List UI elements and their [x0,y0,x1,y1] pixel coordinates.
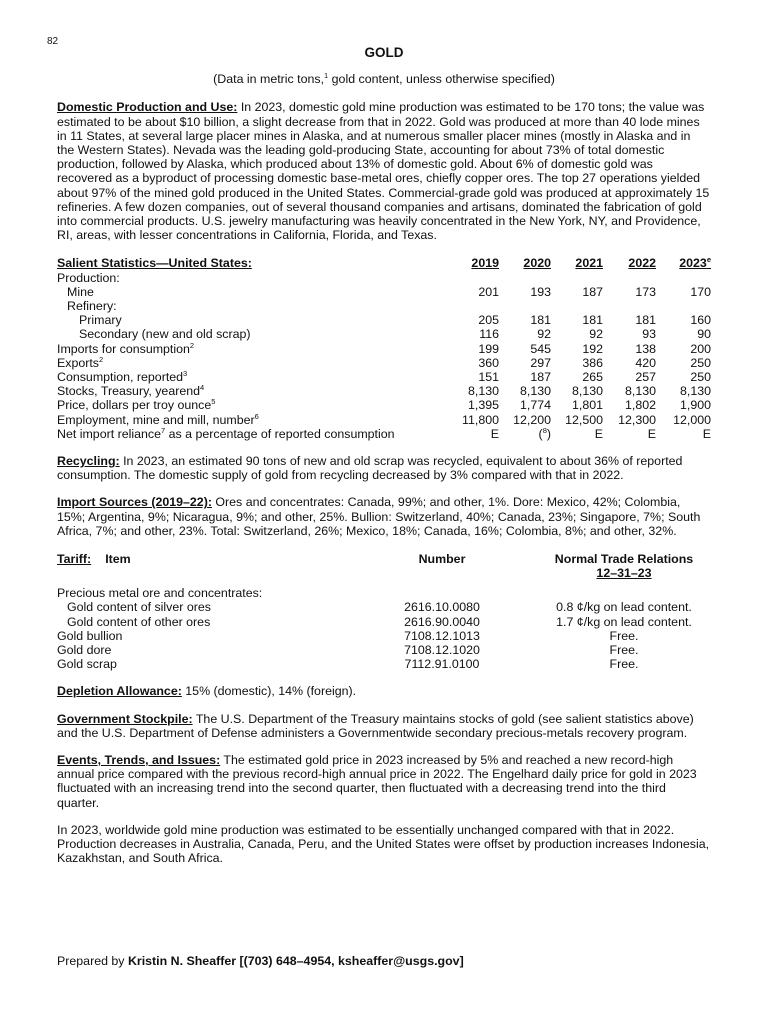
table-cell: 360 [478,355,499,370]
table-cell: 250 [690,370,711,385]
table-cell: 386 [582,355,603,370]
salient-heading: Salient Statistics—United States: [57,256,252,271]
events-trends-section: Events, Trends, and Issues: The estimated gold price in 2023 increased by 5% and reached a new record-high annual price compared with the previous record-high annual price in 2022. The Engelhard daily price for gold in 2023 fluctuated with an increasing trend into the second quarter, then fluctuated with a decreasing trend into the third quarter. [57,752,697,810]
section-heading: Recycling: [57,454,120,469]
row-label: Price, dollars per troy ounce$^5$ [57,397,216,413]
tariff-number-header: Number [418,552,466,567]
tariff-header-row: Tariff: Item Number Normal Trade Relations 12–31–23 [57,552,694,581]
table-cell: 8,130 [519,384,551,399]
table-cell: 8,130 [679,384,711,399]
tariff-table [57,552,711,671]
row-label: Imports for consumption$^2$ [57,340,195,356]
section-heading: Government Stockpile: [57,711,193,726]
table-cell: 116 [479,327,499,342]
section-heading: Domestic Production and Use: [57,100,238,115]
table-cell: 173 [635,284,656,299]
table-cell: 297 [530,355,551,370]
table-cell: 151 [478,370,499,385]
table-cell: 92 [589,327,603,342]
table-cell: 12,200 [513,412,551,427]
table-cell: 1,395 [467,398,499,413]
table-cell: 1,900 [679,398,711,413]
tariff-row: Gold dore 7108.12.1020 Free. [57,642,639,657]
table-cell: 8,130 [571,384,603,399]
salient-statistics-table [57,256,711,441]
table-cell: 138 [635,341,656,356]
table-cell: 192 [582,341,603,356]
table-row [57,370,711,384]
table-row [57,285,711,299]
page-title: GOLD [364,45,404,60]
section-heading: Import Sources (2019–22): [57,495,212,510]
table-cell: 545 [530,341,551,356]
row-label: Exports$^2$ [57,354,104,370]
table-cell: 170 [690,284,711,299]
table-cell: 12,300 [618,412,656,427]
table-cell: 12,500 [565,412,603,427]
import-sources-section: Import Sources (2019–22): Ores and concentrates: Canada, 99%; and other, 1%. Dore: Mexico, 42%; Colombia, 15%; Argentina, 9%; Nicaragua, 9%; and other, 25%. Bullion: Switzerland, 40%; Canada, 23%; Singapore, 7%; South Africa, 7%; and other, 23%. Total: Switzerland, 26%; Mexico, 18%; Canada, 16%; Colombia, 8%; and other, 32%. [57,495,701,538]
tariff-row: Gold scrap 7112.91.0100 Free. [57,657,639,672]
table-cell [603,271,656,285]
table-cell: 205 [478,313,499,328]
table-cell: 92 [537,327,551,342]
row-label: Stocks, Treasury, yearend$^4$ [57,383,205,399]
tariff-row: Gold content of silver ores 2616.10.0080 0.8 ¢/kg on lead content. [67,600,692,615]
tariff-item-header: Item [105,552,131,567]
table-cell: 420 [635,355,656,370]
page-number: 82 [47,36,59,47]
table-cell [656,271,711,285]
table-cell [457,271,499,285]
recycling-section: Recycling: In 2023, an estimated 90 tons of new and old scrap was recycled, equivalent to about 36% of reported consumption. The domestic supply of gold from recycling decreased by 3% compared with that in 2022. [57,454,683,483]
table-cell: 1,801 [571,398,603,413]
section-heading: Tariff: [57,552,92,567]
depletion-allowance-section: Depletion Allowance: 15% (domestic), 14% (foreign). [57,684,357,699]
domestic-production-section: Domestic Production and Use: In 2023, domestic gold mine production was estimated to be 170 tons; the value was estimated to be about $10 billion, a slight decrease from that in 2022. Gold was produced at more than 40 lode mines in 11 States, at several large placer mines in Alaska, and at numerous smaller placer mines (mostly in Alaska and in the Western States). Nevada was the leading gold-producing State, accounting for about 73% of total domestic production, followed by Alaska, which produced about 13% of domestic gold. About 6% of domestic gold was recovered as a byproduct of processing domestic base-metal ores, chiefly copper ores. The top 27 operations yielded about 97% of the mined gold produced in the United States. Commercial-grade gold was produced at approximately 15 refineries. A few dozen companies, out of several thousand companies and artisans, dominated the fabrication of gold into commercial products. U.S. jewelry manufacturing was heavily concentrated in the New York, NY, and Providence, RI, areas, with lesser concentrations in California, Florida, and Texas. [57,100,710,243]
table-cell [551,299,603,313]
section-heading: Depletion Allowance: [57,684,182,699]
table-cell: 200 [690,341,711,356]
table-header-row [57,256,711,270]
table-cell: 90 [697,327,711,342]
table-cell: 257 [635,370,656,385]
table-cell: 193 [530,284,551,299]
table-row [57,271,711,285]
table-cell: 181 [635,313,656,328]
table-row [57,313,711,327]
table-row [57,327,711,341]
table-cell: 181 [530,313,551,328]
table-cell: 8,130 [467,384,499,399]
document-page [57,30,711,865]
table-cell [551,271,603,285]
table-row [57,299,711,313]
row-label: Mine [67,284,94,299]
prepared-by-footer: Prepared by Kristin N. Sheaffer [(703) 648–4954, ksheaffer@usgs.gov] [57,954,464,968]
table-cell: 187 [582,284,603,299]
row-label: Employment, mine and mill, number$^6$ [57,411,259,427]
table-cell: 1,802 [624,398,656,413]
table-cell: 1,774 [519,398,551,413]
year-header: 2021 [575,256,603,271]
page-subtitle: (Data in metric tons,$^1$ gold content, unless otherwise specified) [213,71,555,87]
table-cell [603,299,656,313]
row-label: Secondary (new and old scrap) [79,327,251,342]
row-label: Production: [57,270,120,285]
table-cell [656,299,711,313]
table-row [57,356,711,370]
table-cell [499,299,551,313]
table-cell: 199 [478,341,499,356]
table-cell [457,299,499,313]
table-row [57,413,711,427]
table-cell: 11,800 [462,412,499,427]
table-row: Net import reliance$^7$ as a percentage of reported consumption E ($^8$) E E E [57,425,711,441]
tariff-row: Gold content of other ores 2616.90.0040 1.7 ¢/kg on lead content. [67,614,692,629]
table-cell: 93 [642,327,656,342]
table-cell: 250 [690,355,711,370]
row-label: Consumption, reported$^3$ [57,368,188,385]
table-row [57,384,711,398]
table-cell: 201 [478,284,499,299]
year-header: 2019 [471,256,499,271]
table-cell: 8,130 [624,384,656,399]
table-cell: 181 [582,313,603,328]
table-cell [499,271,551,285]
table-cell: 12,000 [673,412,711,427]
table-cell: 187 [530,370,551,385]
tariff-row: Precious metal ore and concentrates: [57,586,263,601]
row-label: Refinery: [67,299,117,314]
section-heading: Events, Trends, and Issues: [57,752,221,767]
table-row [57,342,711,356]
year-header: 2023e [679,255,711,271]
government-stockpile-section: Government Stockpile: The U.S. Department of the Treasury maintains stocks of gold (see salient statistics above) and the U.S. Department of Defense administers a Governmentwide secondary precious-metals recovery program. [57,711,694,740]
year-header: 2022 [628,256,656,271]
row-label: Primary [79,313,122,328]
events-trends-paragraph-2: In 2023, worldwide gold mine production was estimated to be essentially unchanged compared with that in 2022. Production decreases in Australia, Canada, Peru, and the United States were offset by production increases Indonesia, Kazakhstan, and South Africa. [57,822,710,866]
year-header: 2020 [523,256,551,271]
table-row [57,398,711,412]
table-cell: 160 [690,313,711,328]
tariff-row: Gold bullion 7108.12.1013 Free. [57,628,639,643]
table-cell: 265 [582,370,603,385]
